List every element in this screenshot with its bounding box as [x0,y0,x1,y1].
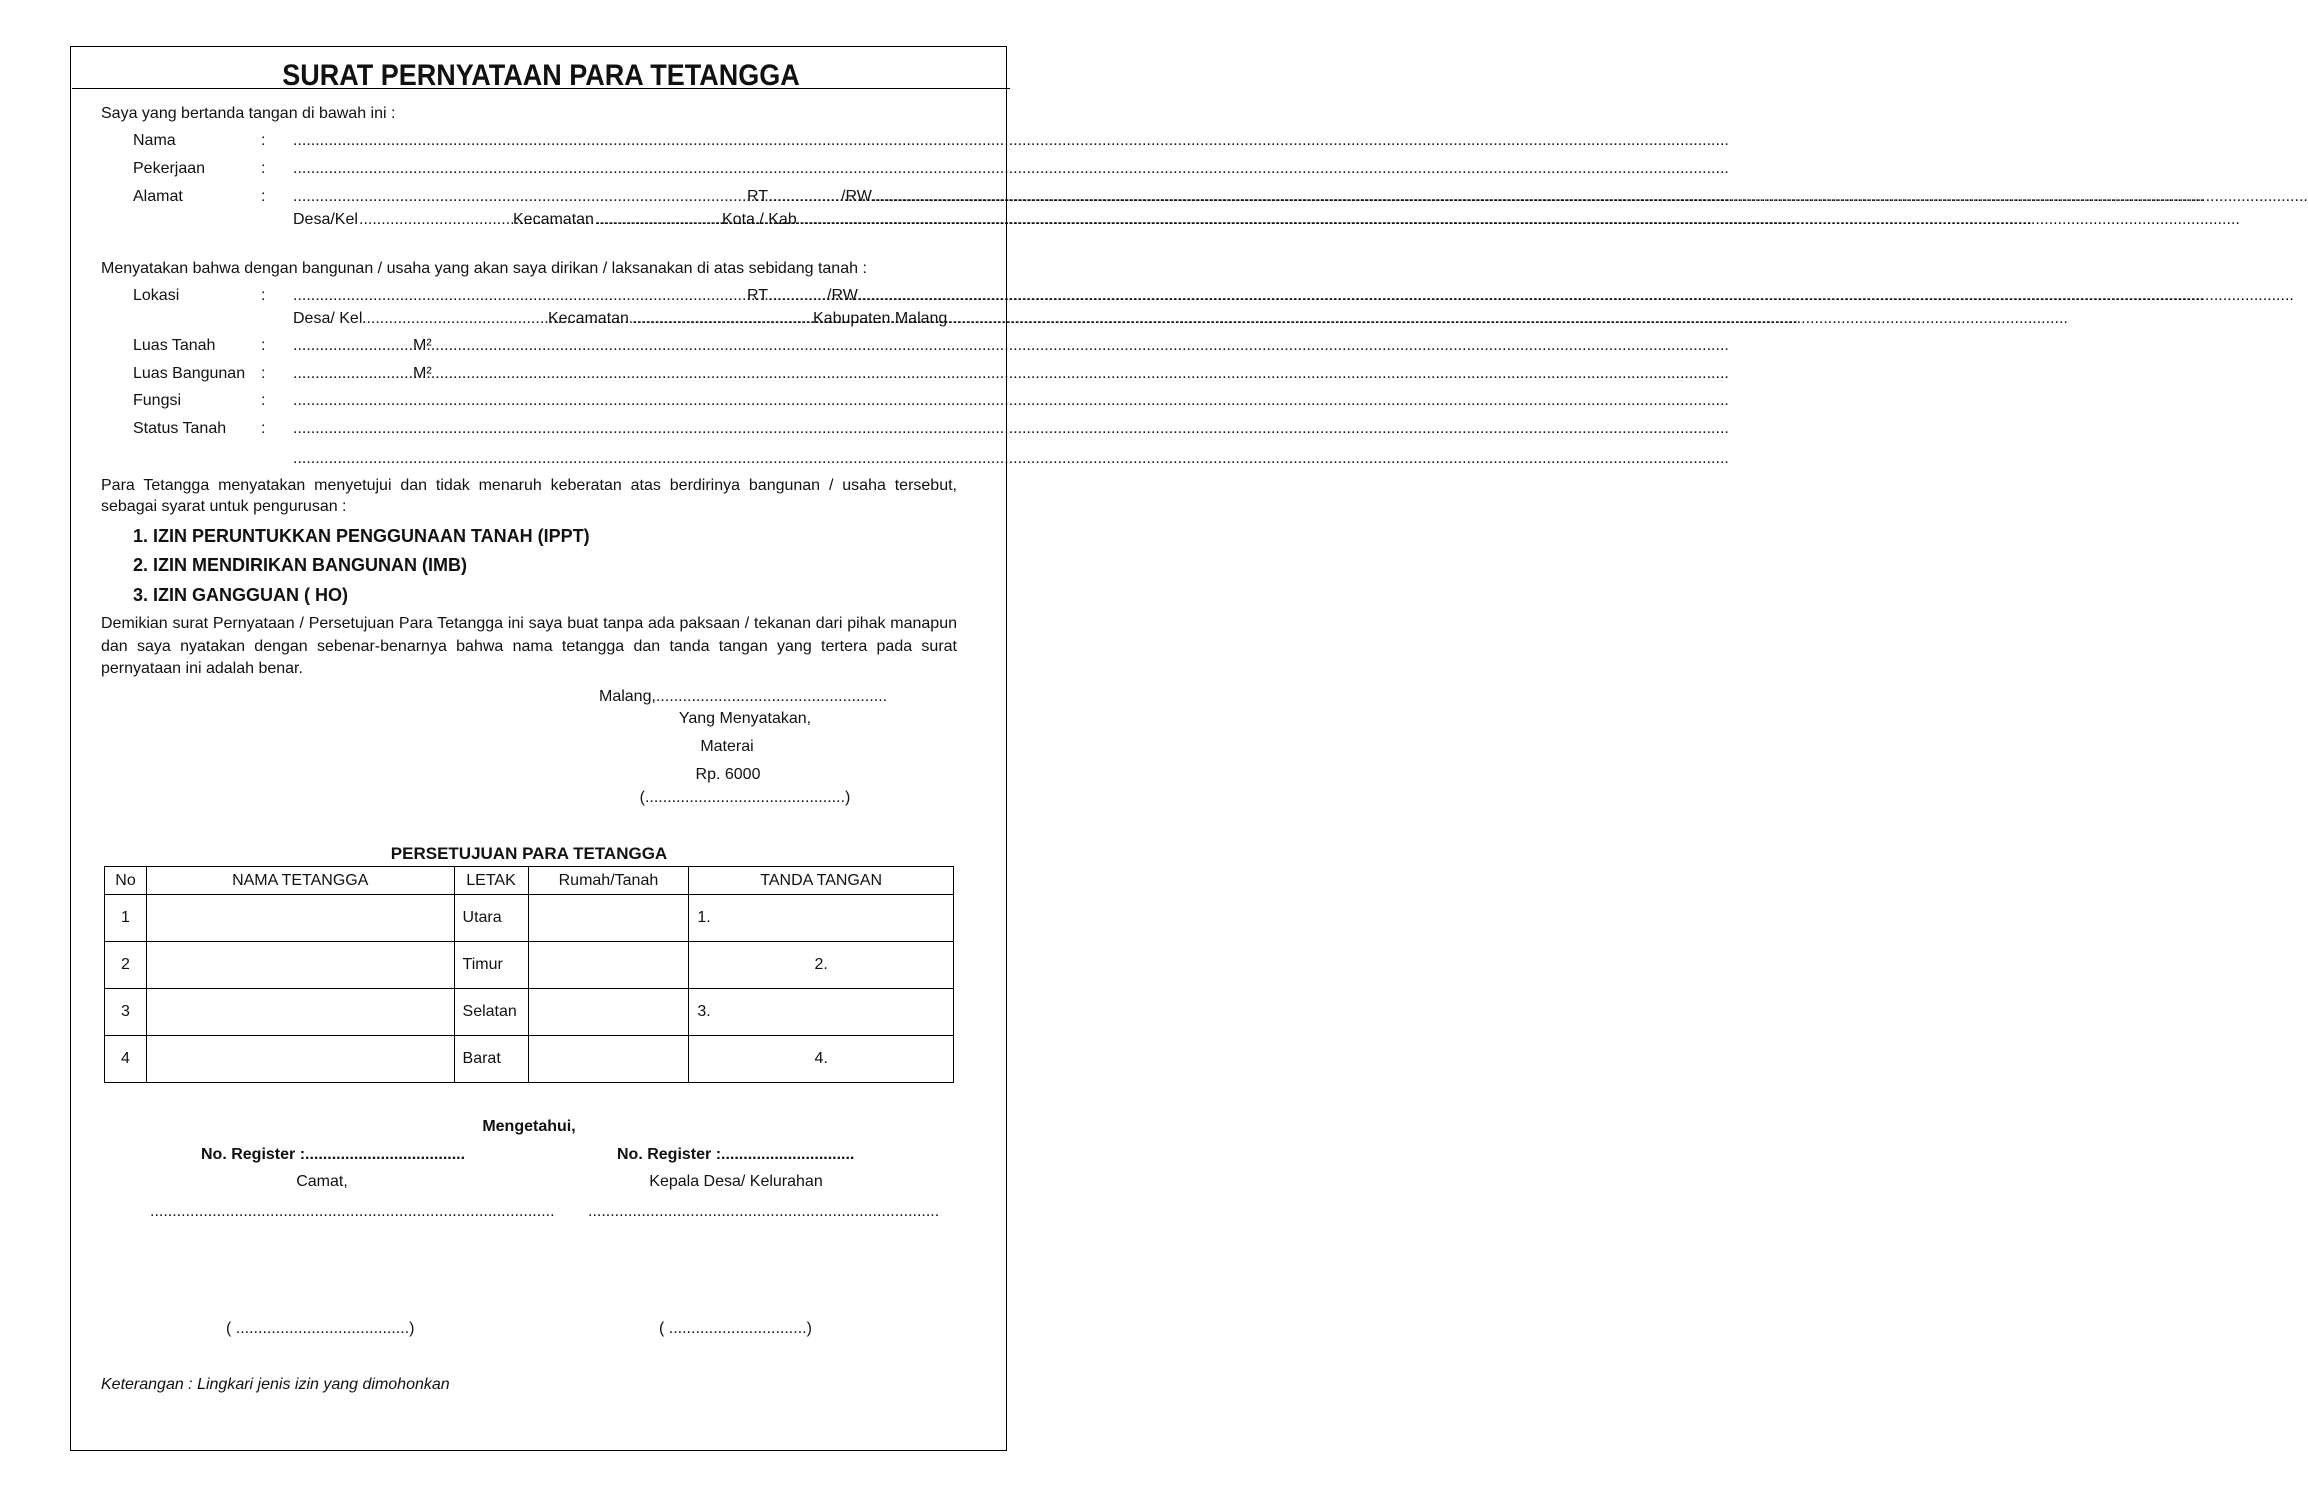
row-sign[interactable]: 3. [689,989,954,1036]
label-fungsi: Fungsi [133,392,182,409]
label-alamat: Alamat [133,188,183,205]
label-kecamatan: Kecamatan [513,211,594,228]
row-sign[interactable]: 1. [689,895,954,942]
table-row [105,895,954,942]
label-luas-tanah: Luas Tanah [133,337,216,354]
lokasi-field[interactable] [293,286,746,306]
colon: : [261,287,266,304]
signature-declarer: Yang Menyatakan, [678,710,812,727]
label-kabupaten: Kabupaten Malang [813,310,948,327]
left-register[interactable]: No. Register :.................................... [201,1146,466,1163]
stamp-value: Rp. 6000 [695,766,761,783]
desa-kel-field[interactable] [362,309,542,329]
header-rumah-tanah: Rumah/Tanah [528,867,689,895]
label-rw: /RW [841,188,872,205]
colon: : [261,392,266,409]
row-letak: Barat [454,1036,528,1083]
label-rw: /RW [827,287,858,304]
approval-heading: Mengetahui, [482,1118,576,1135]
colon: : [261,160,266,177]
kecamatan-field[interactable] [596,210,718,230]
right-official-title: Kepala Desa/ Kelurahan [649,1173,823,1190]
kecamatan-field[interactable] [632,309,808,329]
colon: : [261,337,266,354]
permit-item: 3. IZIN GANGGUAN ( HO) [133,585,348,605]
row-name-cell[interactable] [146,1036,454,1083]
statement-text: Menyatakan bahwa dengan bangunan / usaha yang akan saya dirikan / laksanakan di atas sebidang tanah : [101,260,867,277]
left-official-name[interactable]: ( .......................................) [226,1320,415,1337]
closing-line: Demikian surat Pernyataan / Persetujuan Para Tetangga ini saya buat tanpa ada paksaan / tekanan dari pihak manapun [101,615,957,632]
left-official-dots[interactable]: ........................................................................................... [150,1203,555,1220]
label-desa-kel: Desa/Kel [293,211,358,228]
intro-text: Saya yang bertanda tangan di bawah ini : [101,105,396,122]
unit-m2: M² [413,365,432,382]
header-letak: LETAK [454,867,528,895]
nama-field[interactable] [293,131,953,151]
desa-kel-field[interactable] [359,210,509,230]
rt-field[interactable] [768,187,840,207]
label-nama: Nama [133,132,176,149]
row-letak: Timur [454,942,528,989]
row-rumah-tanah-cell[interactable] [528,942,689,989]
label-lokasi: Lokasi [133,287,180,304]
label-desa-kel: Desa/ Kel [293,310,363,327]
row-rumah-tanah-cell[interactable] [528,895,689,942]
colon: : [261,188,266,205]
right-register[interactable]: No. Register :.............................. [617,1146,855,1163]
label-status-tanah: Status Tanah [133,420,227,437]
footnote: Keterangan : Lingkari jenis izin yang dimohonkan [101,1376,450,1393]
declarer-name-blank[interactable]: (.............................................) [639,789,851,806]
header-nama-tetangga: NAMA TETANGGA [146,867,454,895]
row-name-cell[interactable] [146,895,454,942]
luas-bangunan-field[interactable] [293,364,411,384]
row-no: 4 [105,1036,147,1083]
pekerjaan-field[interactable] [293,159,953,179]
table-row [105,942,954,989]
neighbors-paragraph: Para Tetangga menyatakan menyetujui dan tidak menaruh keberatan atas berdirinya bangunan / usaha tersebut, [101,477,957,494]
row-rumah-tanah-cell[interactable] [528,989,689,1036]
row-letak: Selatan [454,989,528,1036]
right-official-name[interactable]: ( ...............................) [659,1320,812,1337]
row-sign[interactable]: 2. [689,942,954,989]
row-no: 3 [105,989,147,1036]
header-no: No [105,867,147,895]
unit-m2: M² [413,337,432,354]
luas-tanah-field[interactable] [293,336,409,356]
rw-field[interactable] [858,286,925,306]
status-tanah-field-2[interactable] [293,449,953,469]
row-no: 1 [105,895,147,942]
row-name-cell[interactable] [146,942,454,989]
row-letak: Utara [454,895,528,942]
neighbors-table [104,866,954,1083]
table-caption: PERSETUJUAN PARA TETANGGA [390,844,668,863]
rw-field[interactable] [872,187,947,207]
stamp-label: Materai [700,738,754,755]
right-official-dots[interactable]: ............................................................................... [588,1203,940,1220]
colon: : [261,132,266,149]
colon: : [261,365,266,382]
permit-item: 2. IZIN MENDIRIKAN BANGUNAN (IMB) [133,555,467,575]
label-luas-bangunan: Luas Bangunan [133,365,246,382]
table-header-row [105,867,954,895]
label-rt: RT [747,287,769,304]
document-title: SURAT PERNYATAAN PARA TETANGGA [282,59,800,92]
row-sign[interactable]: 4. [689,1036,954,1083]
neighbors-paragraph-2: sebagai syarat untuk pengurusan : [101,498,347,515]
header-tanda-tangan: TANDA TANGAN [689,867,954,895]
rt-field[interactable] [768,286,826,306]
label-kecamatan: Kecamatan [548,310,629,327]
row-rumah-tanah-cell[interactable] [528,1036,689,1083]
label-pekerjaan: Pekerjaan [133,160,206,177]
fungsi-field[interactable] [293,391,953,411]
label-rt: RT [747,188,769,205]
permit-item: 1. IZIN PERUNTUKKAN PENGGUNAAN TANAH (IPPT) [133,526,590,546]
kota-kab-field[interactable] [804,210,946,230]
status-tanah-field[interactable] [293,419,953,439]
row-no: 2 [105,942,147,989]
closing-line: pernyataan ini adalah benar. [101,660,303,677]
alamat-field[interactable] [293,187,746,207]
page-border [70,46,1007,1451]
row-name-cell[interactable] [146,989,454,1036]
colon: : [261,420,266,437]
signature-place-date: Malang,.................................................... [599,688,888,705]
label-kota-kab: Kota / Kab [722,211,797,228]
left-official-title: Camat, [296,1173,348,1190]
closing-line: dan saya nyatakan dengan sebenar-benarnya bahwa nama tetangga dan tanda tangan yang tertera pada surat [101,638,957,655]
table-row [105,989,954,1036]
table-row [105,1036,954,1083]
